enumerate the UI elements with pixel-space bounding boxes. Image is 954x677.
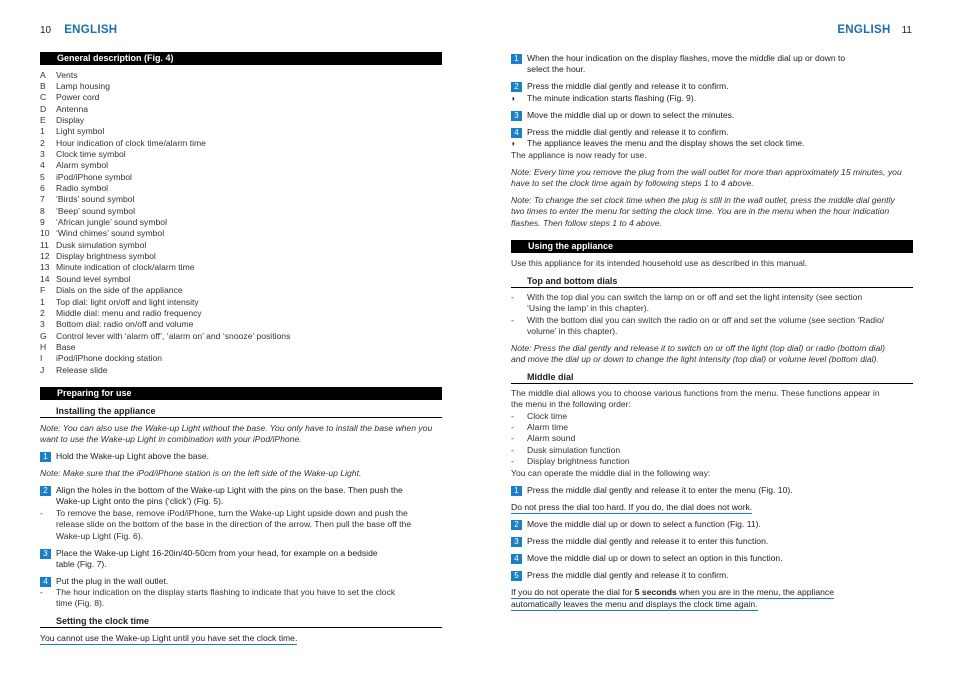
description-text: Alarm symbol [56, 160, 109, 171]
description-item [40, 92, 440, 104]
intro-line: the menu in the following order: [511, 399, 631, 410]
ready-text: The appliance is now ready for use. [511, 150, 647, 160]
description-key: 8 [40, 205, 45, 216]
dash-text [527, 292, 862, 315]
description-text: Control lever with ‘alarm off’, ‘alarm on’ and ‘snooze’ positions [56, 330, 291, 341]
description-key: I [40, 353, 43, 364]
description-item [40, 228, 440, 240]
description-key: H [40, 341, 47, 352]
warning-emphasis: 5 seconds [634, 587, 677, 597]
description-text: Antenna [56, 103, 89, 114]
description-item [40, 240, 440, 252]
description-text: ‘Beep’ sound symbol [56, 205, 135, 216]
dash-text [56, 587, 395, 610]
dash-line: Wake-up Light (Fig. 6). [56, 530, 144, 541]
note-dials [511, 343, 931, 366]
dash-bullet: - [511, 445, 514, 455]
step-number: 1 [511, 486, 522, 496]
step-text: Put the plug in the wall outlet. [56, 576, 169, 586]
step-text: Press the middle dial gently and release it to confirm. [527, 81, 729, 91]
description-key: 11 [40, 239, 49, 250]
clock-step-3 [511, 110, 921, 122]
warning-press-too-hard [511, 502, 921, 513]
step-line: select the hour. [527, 64, 586, 75]
description-key: 12 [40, 251, 50, 262]
step-number: 1 [40, 452, 51, 462]
step-number: 2 [511, 520, 522, 530]
dash-text [527, 315, 884, 338]
warning-text: Do not press the dial too hard. If you do, the dial does not work. [511, 502, 753, 512]
description-item [40, 308, 440, 320]
intro-line: The middle dial allows you to choose various functions from the menu. These functions appear in [511, 388, 880, 398]
description-item [40, 172, 440, 184]
result-minute-flashing [511, 93, 921, 105]
using-intro: Use this appliance for its intended household use as described in this manual. [511, 258, 808, 268]
note-line: have to set the clock time again by following steps 1 to 4 above. [511, 178, 754, 189]
description-text: Hour indication of clock time/alarm time [56, 137, 206, 148]
note-line: and move the dial up or down to change the light intensity (top dial) or volume level (bottom dial). [511, 354, 879, 365]
note-line: two times to enter the menu for setting the clock time. You are in the menu when the hour indication [511, 206, 890, 217]
step-number: 2 [40, 486, 51, 496]
description-item [40, 365, 440, 377]
description-text: Release slide [56, 364, 108, 375]
clock-step-2 [511, 81, 921, 93]
dash-line: To remove the base, remove iPod/iPhone, turn the Wake-up Light upside down and push the [56, 508, 408, 518]
description-item [40, 262, 440, 274]
step-2 [40, 485, 450, 509]
dash-item-remove-base [40, 508, 450, 544]
operate-intro: You can operate the middle dial in the following way: [511, 468, 711, 478]
description-item [40, 126, 440, 138]
description-item [40, 138, 440, 150]
note-install-base [40, 423, 450, 446]
description-text: Base [56, 341, 76, 352]
description-item [40, 217, 440, 229]
description-key: E [40, 114, 46, 125]
description-item [40, 194, 440, 206]
description-item [40, 104, 440, 116]
warning-line: automatically leaves the menu and displays the clock time again. [511, 599, 758, 610]
middle-step-3 [511, 536, 921, 548]
description-key: 6 [40, 183, 45, 193]
description-item [40, 285, 440, 297]
step-line: Wake-up Light onto the pins (‘click’) (Fig. 5). [56, 496, 224, 507]
description-key: 3 [40, 148, 45, 159]
description-text: Bottom dial: radio on/off and volume [56, 319, 194, 330]
middle-step-4 [511, 553, 921, 565]
description-key: F [40, 285, 46, 296]
dash-item-bottom-dial [511, 315, 921, 339]
step-text [56, 485, 403, 508]
step-number: 1 [511, 54, 522, 64]
description-item [40, 251, 440, 263]
description-item [40, 206, 440, 218]
note-line: want to use the Wake-up Light in combination with your iPod/iPhone. [40, 434, 302, 445]
note-remove-plug [511, 167, 931, 190]
warning-set-clock [40, 633, 450, 644]
description-key: 13 [40, 262, 50, 273]
description-text: ‘Wind chimes’ sound symbol [56, 228, 165, 239]
warning-text: when you are in the menu, the appliance [676, 587, 834, 597]
step-line: Place the Wake-up Light 16-20in/40-50cm from your head, for example on a bedside [56, 548, 378, 558]
step-number: 4 [40, 577, 51, 587]
warning-text: If you do not operate the dial for [511, 587, 635, 597]
description-text: Display brightness symbol [56, 251, 156, 262]
description-key: 1 [40, 126, 45, 137]
step-number: 3 [40, 549, 51, 559]
dash-bullet: - [511, 315, 514, 325]
description-key: 5 [40, 171, 45, 182]
description-item [40, 70, 440, 82]
step-text: Press the middle dial gently and release it to confirm. [527, 127, 729, 137]
description-text: Radio symbol [56, 183, 109, 193]
description-item [40, 115, 440, 127]
dash-line: The hour indication on the display starts flashing to indicate that you have to set the clock [56, 587, 396, 597]
dash-bullet: - [511, 456, 514, 466]
section-heading-using: Using the appliance [511, 240, 913, 253]
step-line: table (Fig. 7). [56, 559, 107, 570]
subheading-top-bottom-dials: Top and bottom dials [511, 275, 913, 288]
description-text: Lamp housing [56, 80, 110, 91]
dash-text [56, 508, 411, 542]
description-key: 7 [40, 194, 45, 205]
description-key: 9 [40, 217, 45, 228]
step-text: Press the middle dial gently and release it to confirm. [527, 570, 729, 580]
note-change-clock [511, 195, 931, 229]
section-heading-general-description: General description (Fig. 4) [40, 52, 442, 65]
step-number: 5 [511, 571, 522, 581]
note-line: Note: Press the dial gently and release it to switch on or off the light (top dial) or radio (bottom dial) [511, 343, 886, 353]
right-page [477, 0, 954, 677]
step-text: Move the middle dial up or down to select a function (Fig. 11). [527, 519, 761, 529]
description-key: 14 [40, 273, 50, 284]
step-1 [40, 451, 450, 463]
description-text: Dials on the side of the appliance [56, 285, 183, 296]
right-page-header [837, 24, 912, 36]
result-arrow-icon: ◗ [511, 139, 516, 148]
middle-step-1 [511, 485, 921, 497]
step-text: Move the middle dial up or down to select an option in this function. [527, 553, 783, 563]
description-item [40, 331, 440, 343]
description-item [40, 342, 440, 354]
description-item [40, 149, 440, 161]
description-item [40, 160, 440, 172]
description-key: C [40, 92, 47, 103]
menu-item [511, 456, 921, 468]
note-station-side: Note: Make sure that the iPod/iPhone station is on the left side of the Wake-up Light. [40, 468, 362, 478]
description-key: 4 [40, 160, 45, 171]
language-label: ENGLISH [64, 24, 118, 36]
description-text: iPod/iPhone docking station [56, 353, 163, 364]
description-item [40, 319, 440, 331]
description-text: iPod/iPhone symbol [56, 171, 132, 182]
language-label: ENGLISH [837, 24, 891, 36]
left-page-header [40, 24, 117, 36]
step-number: 3 [511, 537, 522, 547]
note-line: flashes. Then follow steps 1 to 4 above. [511, 217, 662, 228]
menu-item-text: Display brightness function [527, 456, 630, 466]
dash-bullet: - [40, 587, 43, 597]
middle-dial-intro [511, 388, 921, 411]
description-key: 1 [40, 296, 45, 307]
description-item [40, 81, 440, 93]
description-key: A [40, 69, 46, 80]
warning-text: You cannot use the Wake-up Light until you have set the clock time. [40, 633, 298, 643]
description-text: ‘African jungle’ sound symbol [56, 217, 167, 228]
note-line: Note: You can also use the Wake-up Light without the base. You only have to install the base when you [40, 423, 433, 433]
step-text [56, 548, 378, 571]
dash-bullet: - [40, 508, 43, 518]
step-number: 4 [511, 128, 522, 138]
dash-item-hour-flashing [40, 587, 450, 611]
dash-item-top-dial [511, 292, 921, 316]
description-key: 3 [40, 319, 45, 330]
menu-item [511, 433, 921, 445]
result-text: The appliance leaves the menu and the display shows the set clock time. [527, 138, 805, 148]
dash-bullet: - [511, 433, 514, 443]
menu-item-text: Alarm time [527, 422, 569, 432]
dash-line: release slide on the bottom of the base in the direction of the arrow. Then pull the base off the [56, 519, 412, 530]
description-text: Top dial: light on/off and light intensity [56, 296, 199, 307]
dash-bullet: - [511, 292, 514, 302]
step-number: 2 [511, 82, 522, 92]
step-text: Move the middle dial up or down to select the minutes. [527, 110, 735, 120]
step-number: 4 [511, 554, 522, 564]
description-item [40, 353, 440, 365]
note-line: Note: Every time you remove the plug from the wall outlet for more than approximately 15 minutes, you [511, 167, 902, 177]
description-key: 2 [40, 307, 45, 318]
dash-bullet: - [511, 422, 514, 432]
dash-line: With the top dial you can switch the lamp on or off and set the light intensity (see section [527, 292, 863, 302]
note-line: Note: To change the set clock time when the plug is still in the wall outlet, press the middle dial gently [511, 195, 895, 205]
step-text: Press the middle dial gently and release it to enter the menu (Fig. 10). [527, 485, 793, 495]
step-line: Align the holes in the bottom of the Wake-up Light with the pins on the base. Then push the [56, 485, 403, 495]
step-text: Press the middle dial gently and release it to enter this function. [527, 536, 769, 546]
page-number: 11 [901, 25, 912, 36]
menu-item-text: Clock time [527, 411, 568, 421]
step-text [527, 53, 845, 76]
description-item [40, 297, 440, 309]
description-key: 2 [40, 137, 45, 148]
subheading-installing: Installing the appliance [40, 405, 442, 418]
description-text: Sound level symbol [56, 273, 131, 284]
description-key: J [40, 364, 45, 375]
warning-auto-leave [511, 587, 931, 611]
description-text: Minute indication of clock/alarm time [56, 262, 195, 273]
description-key: B [40, 80, 46, 91]
subheading-setting-clock: Setting the clock time [40, 615, 442, 628]
description-item [40, 274, 440, 286]
section-heading-preparing: Preparing for use [40, 387, 442, 400]
subheading-middle-dial: Middle dial [511, 371, 913, 384]
description-key: D [40, 103, 47, 114]
description-text: Dusk simulation symbol [56, 239, 147, 250]
description-text: Power cord [56, 92, 100, 103]
result-arrow-icon: ◗ [511, 94, 516, 103]
step-text: Hold the Wake-up Light above the base. [56, 451, 210, 461]
description-key: G [40, 330, 47, 341]
menu-item-text: Alarm sound [527, 433, 576, 443]
dash-line: volume’ in this chapter). [527, 326, 618, 337]
description-text: ‘Birds’ sound symbol [56, 194, 135, 205]
warning-line [511, 587, 834, 599]
description-text: Vents [56, 69, 78, 80]
dash-bullet: - [511, 411, 514, 421]
description-text: Middle dial: menu and radio frequency [56, 307, 202, 318]
clock-step-1 [511, 53, 921, 77]
step-number: 3 [511, 111, 522, 121]
middle-step-2 [511, 519, 921, 531]
middle-step-5 [511, 570, 921, 582]
dash-line: time (Fig. 8). [56, 598, 105, 609]
description-item [40, 183, 440, 195]
dash-line: With the bottom dial you can switch the radio on or off and set the volume (see section ‘Radio/ [527, 315, 885, 325]
description-text: Clock time symbol [56, 148, 126, 159]
menu-item-text: Dusk simulation function [527, 445, 621, 455]
description-key: 10 [40, 228, 50, 239]
result-text: The minute indication starts flashing (Fig. 9). [527, 93, 697, 103]
description-text: Light symbol [56, 126, 105, 137]
result-leaves-menu [511, 138, 921, 150]
description-text: Display [56, 114, 85, 125]
page-number: 10 [40, 25, 52, 36]
step-line: When the hour indication on the display flashes, move the middle dial up or down to [527, 53, 846, 63]
step-3 [40, 548, 450, 572]
dash-line: ‘Using the lamp’ in this chapter). [527, 303, 649, 314]
